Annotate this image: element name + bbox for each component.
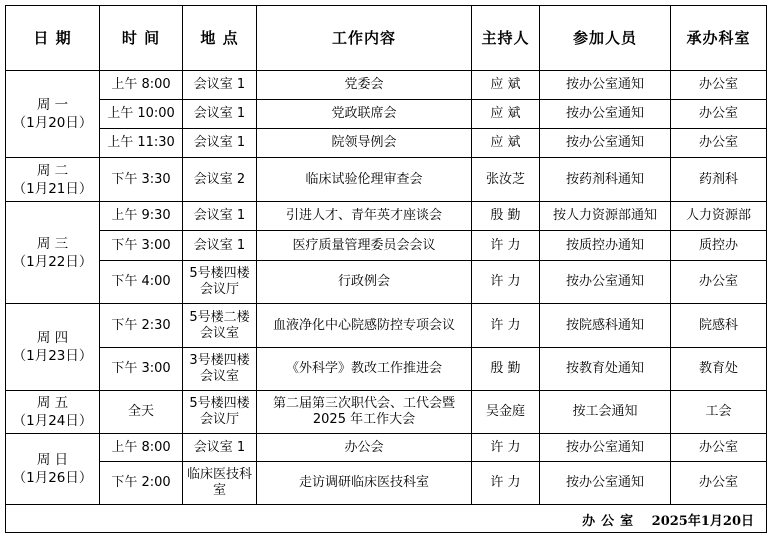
day-date: （1月24日） [12, 413, 93, 429]
dept-cell: 药剂科 [671, 158, 767, 202]
place-cell: 5号楼四楼会议厅 [183, 391, 257, 434]
content-cell: 行政例会 [257, 261, 472, 304]
participants-cell: 按教育处通知 [540, 348, 671, 391]
time-cell: 下午 3:00 [100, 348, 183, 391]
content-cell: 《外科学》教改工作推进会 [257, 348, 472, 391]
table-row [6, 391, 767, 434]
place-cell: 会议室 1 [183, 71, 257, 100]
participants-cell: 按药剂科通知 [540, 158, 671, 202]
day-date: （1月21日） [12, 180, 93, 197]
table-row [6, 434, 767, 462]
header-host: 主持人 [472, 6, 540, 71]
content-cell: 第二届第三次职代会、工代会暨 2025 年工作大会 [257, 391, 472, 434]
time-cell: 上午 10:00 [100, 100, 183, 129]
day-name: 周 二 [36, 162, 69, 179]
header-content: 工作内容 [257, 6, 472, 71]
place-cell: 3号楼四楼会议室 [183, 348, 257, 391]
participants-cell: 按办公室通知 [540, 261, 671, 304]
content-cell: 引进人才、青年英才座谈会 [257, 202, 472, 231]
time-cell: 下午 3:00 [100, 231, 183, 261]
content-cell: 走访调研临床医技科室 [257, 462, 472, 505]
schedule-frame [5, 5, 767, 533]
host-cell: 应 斌 [472, 71, 540, 100]
dept-cell: 办公室 [671, 462, 767, 505]
time-cell: 上午 11:30 [100, 129, 183, 158]
place-cell: 5号楼二楼会议室 [183, 304, 257, 348]
time-cell: 下午 3:30 [100, 158, 183, 202]
day-cell-thursday [6, 304, 100, 391]
host-cell: 应 斌 [472, 129, 540, 158]
host-cell: 许 力 [472, 231, 540, 261]
dept-cell: 办公室 [671, 434, 767, 462]
host-cell: 许 力 [472, 304, 540, 348]
time-cell: 上午 8:00 [100, 71, 183, 100]
participants-cell: 按办公室通知 [540, 71, 671, 100]
place-cell: 会议室 1 [183, 129, 257, 158]
place-cell: 临床医技科室 [183, 462, 257, 505]
participants-cell: 按质控办通知 [540, 231, 671, 261]
time-cell: 下午 4:00 [100, 261, 183, 304]
place-cell: 会议室 1 [183, 434, 257, 462]
place-cell: 会议室 2 [183, 158, 257, 202]
header-time: 时 间 [100, 6, 183, 71]
day-name: 周 日 [36, 452, 69, 468]
time-cell: 上午 8:00 [100, 434, 183, 462]
table-row [6, 261, 767, 304]
table-row [6, 129, 767, 158]
dept-cell: 办公室 [671, 261, 767, 304]
day-name: 周 四 [36, 330, 69, 346]
day-name: 周 三 [36, 235, 69, 252]
place-cell: 会议室 1 [183, 202, 257, 231]
time-cell: 下午 2:00 [100, 462, 183, 505]
footer-date: 2025年1月20日 [651, 514, 754, 529]
content-cell: 临床试验伦理审查会 [257, 158, 472, 202]
content-cell: 医疗质量管理委员会会议 [257, 231, 472, 261]
schedule-table [5, 5, 767, 505]
host-cell: 许 力 [472, 261, 540, 304]
day-cell-friday [6, 391, 100, 434]
participants-cell: 按人力资源部通知 [540, 202, 671, 231]
participants-cell: 按院感科通知 [540, 304, 671, 348]
day-date: （1月23日） [12, 348, 93, 364]
content-cell: 办公会 [257, 434, 472, 462]
dept-cell: 院感科 [671, 304, 767, 348]
host-cell: 殷 勤 [472, 348, 540, 391]
table-row [6, 348, 767, 391]
day-name: 周 五 [36, 395, 69, 411]
dept-cell: 办公室 [671, 71, 767, 100]
place-cell: 5号楼四楼会议厅 [183, 261, 257, 304]
table-row [6, 158, 767, 202]
header-participants: 参加人员 [540, 6, 671, 71]
host-cell: 吴金庭 [472, 391, 540, 434]
host-cell: 张汝芝 [472, 158, 540, 202]
content-cell: 党政联席会 [257, 100, 472, 129]
host-cell: 应 斌 [472, 100, 540, 129]
content-cell: 院领导例会 [257, 129, 472, 158]
participants-cell: 按办公室通知 [540, 129, 671, 158]
table-row [6, 202, 767, 231]
place-cell: 会议室 1 [183, 100, 257, 129]
time-cell: 下午 2:30 [100, 304, 183, 348]
dept-cell: 质控办 [671, 231, 767, 261]
place-cell: 会议室 1 [183, 231, 257, 261]
day-cell-sunday [6, 434, 100, 505]
header-place: 地 点 [183, 6, 257, 71]
day-cell-tuesday [6, 158, 100, 202]
time-cell: 全天 [100, 391, 183, 434]
participants-cell: 按工会通知 [540, 391, 671, 434]
participants-cell: 按办公室通知 [540, 462, 671, 505]
footer-org: 办公室 [582, 514, 640, 529]
day-cell-monday [6, 71, 100, 158]
host-cell: 许 力 [472, 434, 540, 462]
time-cell: 上午 9:30 [100, 202, 183, 231]
table-row [6, 462, 767, 505]
day-date: （1月20日） [12, 115, 93, 131]
day-date: （1月26日） [12, 470, 93, 486]
content-cell: 血液净化中心院感防控专项会议 [257, 304, 472, 348]
dept-cell: 办公室 [671, 100, 767, 129]
host-cell: 殷 勤 [472, 202, 540, 231]
dept-cell: 办公室 [671, 129, 767, 158]
table-row [6, 231, 767, 261]
day-name: 周 一 [36, 97, 69, 113]
participants-cell: 按办公室通知 [540, 100, 671, 129]
day-date: （1月22日） [12, 253, 93, 270]
dept-cell: 工会 [671, 391, 767, 434]
header-date: 日 期 [6, 6, 100, 71]
table-row [6, 100, 767, 129]
content-cell: 党委会 [257, 71, 472, 100]
host-cell: 许 力 [472, 462, 540, 505]
participants-cell: 按办公室通知 [540, 434, 671, 462]
day-cell-wednesday [6, 202, 100, 304]
dept-cell: 教育处 [671, 348, 767, 391]
header-dept: 承办科室 [671, 6, 767, 71]
header-row [6, 6, 767, 71]
footer-signature [6, 510, 766, 529]
table-row [6, 71, 767, 100]
table-row [6, 304, 767, 348]
dept-cell: 人力资源部 [671, 202, 767, 231]
